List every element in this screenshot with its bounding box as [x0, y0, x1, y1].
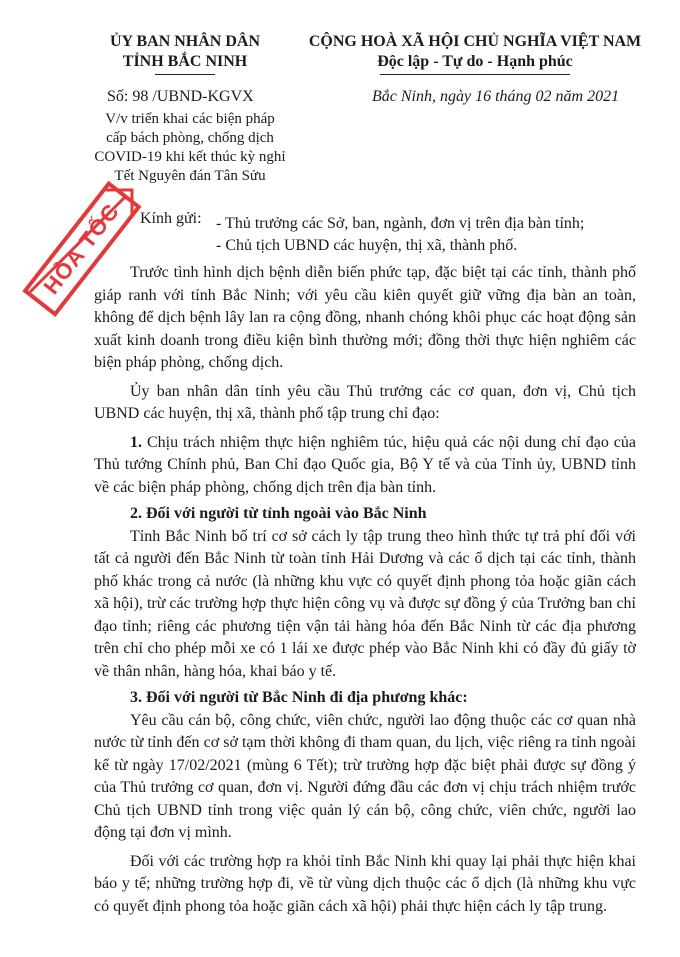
- document-date: Bắc Ninh, ngày 16 tháng 02 năm 2021: [372, 88, 620, 105]
- section-3-paragraph-1: Yêu cầu cán bộ, công chức, viên chức, người lao động thuộc các cơ quan nhà nước từ tỉnh đến cơ sở tạm thời không đi tham quan, du lịch, việc riêng ra tỉnh ngoài kể từ ngày 17/02/2021 (mùng 6 Tết); trừ trường hợp đặc biệt phải được sự đồng ý của Thủ trưởng cơ quan, đơn vị. Người đứng đầu các đơn vị chịu trách nhiệm trước Chủ tịch UBND tỉnh trong việc quản lý cán bộ, công chức, viên chức, người lao động tại đơn vị mình.: [94, 711, 636, 841]
- section-3-paragraph-2: Đối với các trường hợp ra khỏi tỉnh Bắc Ninh khi quay lại phải thực hiện khai báo y tế; những trường hợp đi, về từ vùng dịch thuộc các ổ dịch (là những khu vực có quyết định phong tỏa hoặc giãn cách xã hội) phải thực hiện cách ly tập trung.: [94, 852, 636, 915]
- recipients-label: Kính gửi:: [140, 210, 202, 227]
- motto-underline: [380, 74, 570, 75]
- item-1-number: 1.: [130, 433, 142, 451]
- recipients-list: [216, 213, 584, 257]
- subject-line-1: V/v triển khai các biện pháp: [105, 111, 275, 127]
- subject-block: [65, 110, 315, 186]
- national-title: CỘNG HOÀ XÃ HỘI CHỦ NGHĨA VIỆT NAM: [308, 33, 642, 50]
- subject-line-2: cấp bách phòng, chống dịch: [106, 130, 274, 146]
- intro-paragraph: Trước tình hình dịch bệnh diễn biến phức tạp, đặc biệt tại các tỉnh, thành phố giáp ranh với tỉnh Bắc Ninh; với yêu cầu kiên quyết giữ vững địa bàn an toàn, không để dịch bệnh lây lan ra cộng đồng, nhanh chóng khôi phục các hoạt động sản xuất kinh doanh trong điều kiện bình thường mới; đồng thời thực hiện nghiêm các biện pháp phòng, chống dịch.: [94, 264, 636, 371]
- issuer-line-1: ỦY BAN NHÂN DÂN: [109, 33, 261, 50]
- issuer-line-2: TỈNH BẮC NINH: [122, 53, 248, 70]
- document-number: Số: 98 /UBND-KGVX: [107, 88, 254, 105]
- item-1-paragraph: [94, 432, 636, 500]
- recipient-item: - Chủ tịch UBND các huyện, thị xã, thành phố.: [216, 237, 518, 254]
- subject-line-3: COVID-19 khi kết thúc kỳ nghỉ: [94, 149, 286, 165]
- urgent-stamp: HỎA TỐC: [22, 181, 141, 317]
- document-body: [94, 262, 636, 918]
- national-motto: Độc lập - Tự do - Hạnh phúc: [377, 53, 573, 70]
- national-header: [300, 32, 650, 75]
- issuer-header: [60, 32, 310, 75]
- section-2-heading: 2. Đối với người từ tỉnh ngoài vào Bắc Ninh: [130, 505, 427, 522]
- item-1-text: Chịu trách nhiệm thực hiện nghiêm túc, hiệu quả các nội dung chỉ đạo của Thủ tướng Chính phủ, Ban Chỉ đạo Quốc gia, Bộ Y tế và của Tỉnh ủy, UBND tỉnh về các biện pháp phòng, chống dịch trên địa bàn tỉnh.: [94, 433, 636, 496]
- section-3-heading: 3. Đối với người từ Bắc Ninh đi địa phương khác:: [130, 689, 468, 706]
- recipient-item: - Thủ trưởng các Sở, ban, ngành, đơn vị trên địa bàn tỉnh;: [216, 215, 585, 232]
- subject-line-4: Tết Nguyên đán Tân Sửu: [114, 168, 266, 184]
- directive-paragraph: Ủy ban nhân dân tỉnh yêu cầu Thủ trưởng các cơ quan, đơn vị, Chủ tịch UBND các huyện, thị xã, thành phố tập trung chỉ đạo:: [94, 382, 636, 422]
- issuer-underline: [155, 74, 215, 75]
- section-2-paragraph: Tỉnh Bắc Ninh bố trí cơ sở cách ly tập trung theo hình thức tự trả phí đối với tất cả người đến Bắc Ninh từ toàn tỉnh Hải Dương và các ổ dịch tại các tỉnh, thành phố khác trong cả nước (là những khu vực có quyết định phong tỏa hoặc giãn cách xã hội), trừ các trường hợp thực hiện công vụ và được sự đồng ý của Trưởng ban chỉ đạo tỉnh; riêng các phương tiện vận tải hàng hóa đến Bắc Ninh từ các địa phương trên chỉ cho phép mỗi xe có 1 lái xe được phép vào Bắc Ninh khi có đầy đủ giấy tờ về thân nhân, hàng hóa, khai báo y tế.: [94, 527, 636, 680]
